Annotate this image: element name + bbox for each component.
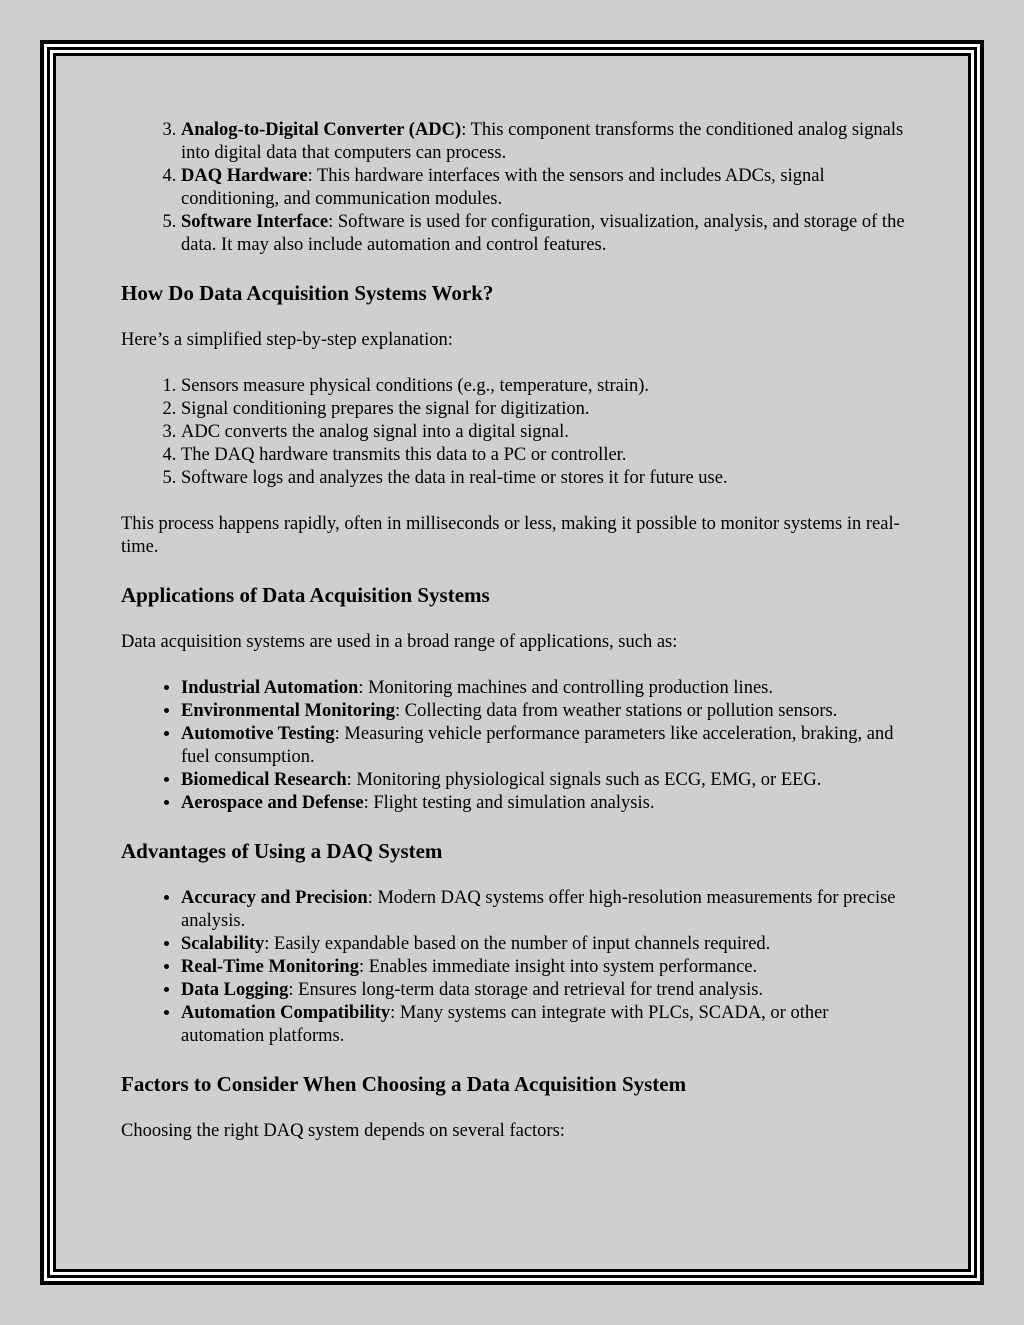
list-item-term: Analog-to-Digital Converter (ADC) (181, 120, 462, 140)
list-item (181, 933, 911, 956)
advantages-list (121, 887, 911, 1048)
list-item-text: : Monitoring physiological signals such as ECG, EMG, or EEG. (346, 770, 822, 790)
list-item-term: Data Logging (181, 980, 289, 1000)
section-heading-how-it-works: How Do Data Acquisition Systems Work? (121, 281, 494, 305)
list-item: 2. Signal conditioning prepares the signal for digitization. (181, 398, 911, 421)
list-item (181, 677, 911, 700)
list-item-term: Aerospace and Defense (181, 793, 364, 813)
section-heading-advantages: Advantages of Using a DAQ System (121, 839, 443, 863)
list-item (181, 887, 911, 933)
list-item: 3. ADC converts the analog signal into a digital signal. (181, 421, 911, 444)
section-heading-applications: Applications of Data Acquisition Systems (121, 583, 490, 607)
list-item-term: DAQ Hardware (181, 166, 308, 186)
list-item (181, 119, 911, 165)
list-item (181, 211, 911, 257)
list-item-term: Accuracy and Precision (181, 888, 368, 908)
list-item-text: : Easily expandable based on the number of input channels required. (264, 934, 771, 954)
list-item-term: Scalability (181, 934, 265, 954)
list-item (181, 723, 911, 769)
section-intro: Here’s a simplified step-by-step explanation: (121, 330, 453, 350)
list-item-text: : This hardware interfaces with the sensors and includes ADCs, signal conditioning, and communication modules. (181, 166, 825, 209)
list-item (181, 1002, 911, 1048)
list-item-text: : Ensures long-term data storage and retrieval for trend analysis. (288, 980, 764, 1000)
section-intro: Data acquisition systems are used in a broad range of applications, such as: (121, 632, 678, 652)
list-item (181, 769, 911, 792)
list-item-text: : Enables immediate insight into system performance. (358, 957, 758, 977)
list-item (181, 700, 911, 723)
list-item-text: : Modern DAQ systems offer high-resolution measurements for precise analysis. (181, 888, 896, 931)
list-item-text: : Flight testing and simulation analysis. (363, 793, 655, 813)
components-list (121, 119, 911, 257)
list-item-term: Biomedical Research (181, 770, 347, 790)
applications-list (121, 677, 911, 815)
list-item (181, 165, 911, 211)
list-item-term: Real-Time Monitoring (181, 957, 359, 977)
list-item: 4. The DAQ hardware transmits this data to a PC or controller. (181, 444, 911, 467)
list-item (181, 956, 911, 979)
list-item-term: Software Interface (181, 212, 329, 232)
section-closing: This process happens rapidly, often in milliseconds or less, making it possible to monitor systems in real-time. (121, 514, 900, 557)
steps-list (121, 375, 911, 490)
list-item-text: : This component transforms the conditioned analog signals into digital data that computers can process. (181, 120, 904, 163)
list-item-term: Environmental Monitoring (181, 701, 395, 721)
list-item: 5. Software logs and analyzes the data in real-time or stores it for future use. (181, 467, 911, 490)
list-item-text: : Software is used for configuration, visualization, analysis, and storage of the data. It may also include automation and control features. (181, 212, 905, 255)
list-item-text: : Many systems can integrate with PLCs, SCADA, or other automation platforms. (181, 1003, 829, 1046)
document-body (121, 119, 911, 1143)
list-item-text: : Collecting data from weather stations or pollution sensors. (394, 701, 838, 721)
list-item: 1. Sensors measure physical conditions (e.g., temperature, strain). (181, 375, 911, 398)
list-item-text: : Measuring vehicle performance parameters like acceleration, braking, and fuel consumption. (181, 724, 894, 767)
list-item-term: Automotive Testing (181, 724, 335, 744)
section-heading-factors: Factors to Consider When Choosing a Data Acquisition System (121, 1072, 687, 1096)
list-item (181, 979, 911, 1002)
list-item-text: : Monitoring machines and controlling production lines. (358, 678, 773, 698)
list-item-term: Industrial Automation (181, 678, 359, 698)
list-item (181, 792, 911, 815)
list-item-term: Automation Compatibility (181, 1003, 391, 1023)
section-intro: Choosing the right DAQ system depends on several factors: (121, 1121, 565, 1141)
